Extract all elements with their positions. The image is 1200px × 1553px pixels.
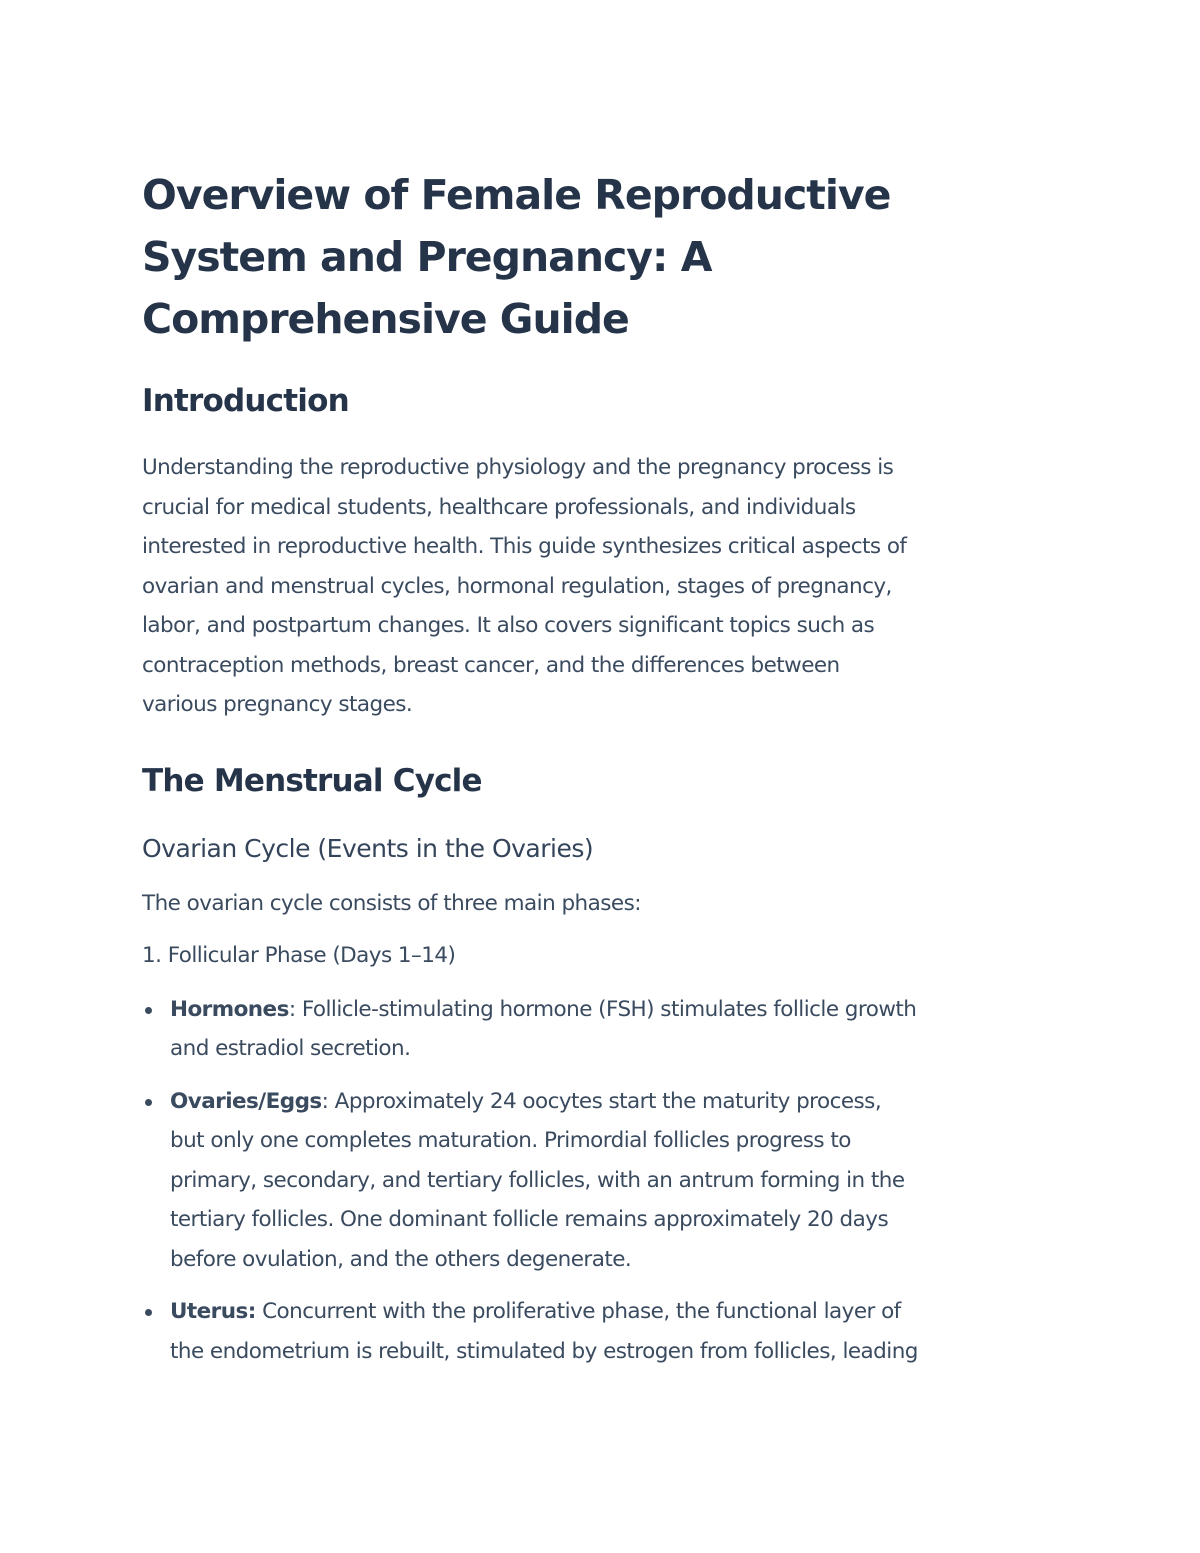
bullet-line: Concurrent with the proliferative phase, the functional layer of: [255, 1299, 901, 1324]
bullet-line: Approximately 24 oocytes start the maturity process,: [328, 1088, 882, 1114]
bullet-line: Follicle-stimulating hormone (FSH) stimulates follicle growth: [295, 996, 917, 1022]
text-line: Understanding the reproductive physiology and the pregnancy process is: [142, 455, 894, 480]
follicular-phase-list: [142, 990, 1072, 1372]
ovarian-lead-text: The ovarian cycle consists of three main phases:: [142, 890, 641, 916]
text-line: ovarian and menstrual cycles, hormonal regulation, stages of pregnancy,: [142, 573, 892, 599]
title-line: Comprehensive Guide: [142, 295, 629, 343]
list-item: [142, 1082, 1072, 1280]
text-line: various pregnancy stages.: [142, 692, 413, 717]
bullet-line: before ovulation, and the others degenerate.: [170, 1246, 632, 1272]
introduction-paragraph: [142, 448, 1072, 725]
bullet-term: Ovaries/Eggs: [170, 1088, 322, 1114]
introduction-heading: Introduction: [142, 383, 349, 419]
follicular-phase-heading: 1. Follicular Phase (Days 1–14): [142, 943, 456, 968]
ovarian-cycle-subheading: Ovarian Cycle (Events in the Ovaries): [142, 833, 594, 863]
title-line: System and Pregnancy: A: [142, 233, 712, 281]
bullet-line: primary, secondary, and tertiary follicles, with an antrum forming in the: [170, 1167, 905, 1193]
bullet-icon: [145, 1099, 152, 1106]
list-item: [142, 1292, 1072, 1371]
bullet-line: but only one completes maturation. Primordial follicles progress to: [170, 1128, 851, 1153]
bullet-separator: :: [288, 996, 296, 1022]
text-line: contraception methods, breast cancer, and the differences between: [142, 652, 840, 678]
bullet-icon: [145, 1007, 152, 1014]
bullet-term: Uterus:: [170, 1299, 256, 1324]
document-title: [142, 164, 1072, 350]
text-line: labor, and postpartum changes. It also covers significant topics such as: [142, 613, 875, 638]
bullet-icon: [145, 1309, 152, 1316]
text-line: crucial for medical students, healthcare professionals, and individuals: [142, 494, 856, 520]
title-line: Overview of Female Reproductive: [142, 171, 891, 219]
document-page: [142, 164, 1072, 1384]
bullet-line: tertiary follicles. One dominant follicle remains approximately 20 days: [170, 1207, 889, 1232]
bullet-separator: :: [321, 1088, 329, 1114]
bullet-term: Hormones: [170, 996, 289, 1022]
list-item: [142, 990, 1072, 1069]
bullet-line: and estradiol secretion.: [170, 1036, 411, 1061]
text-line: interested in reproductive health. This guide synthesizes critical aspects of: [142, 534, 907, 559]
menstrual-cycle-heading: The Menstrual Cycle: [142, 762, 482, 799]
bullet-line: the endometrium is rebuilt, stimulated by estrogen from follicles, leading: [170, 1338, 918, 1364]
